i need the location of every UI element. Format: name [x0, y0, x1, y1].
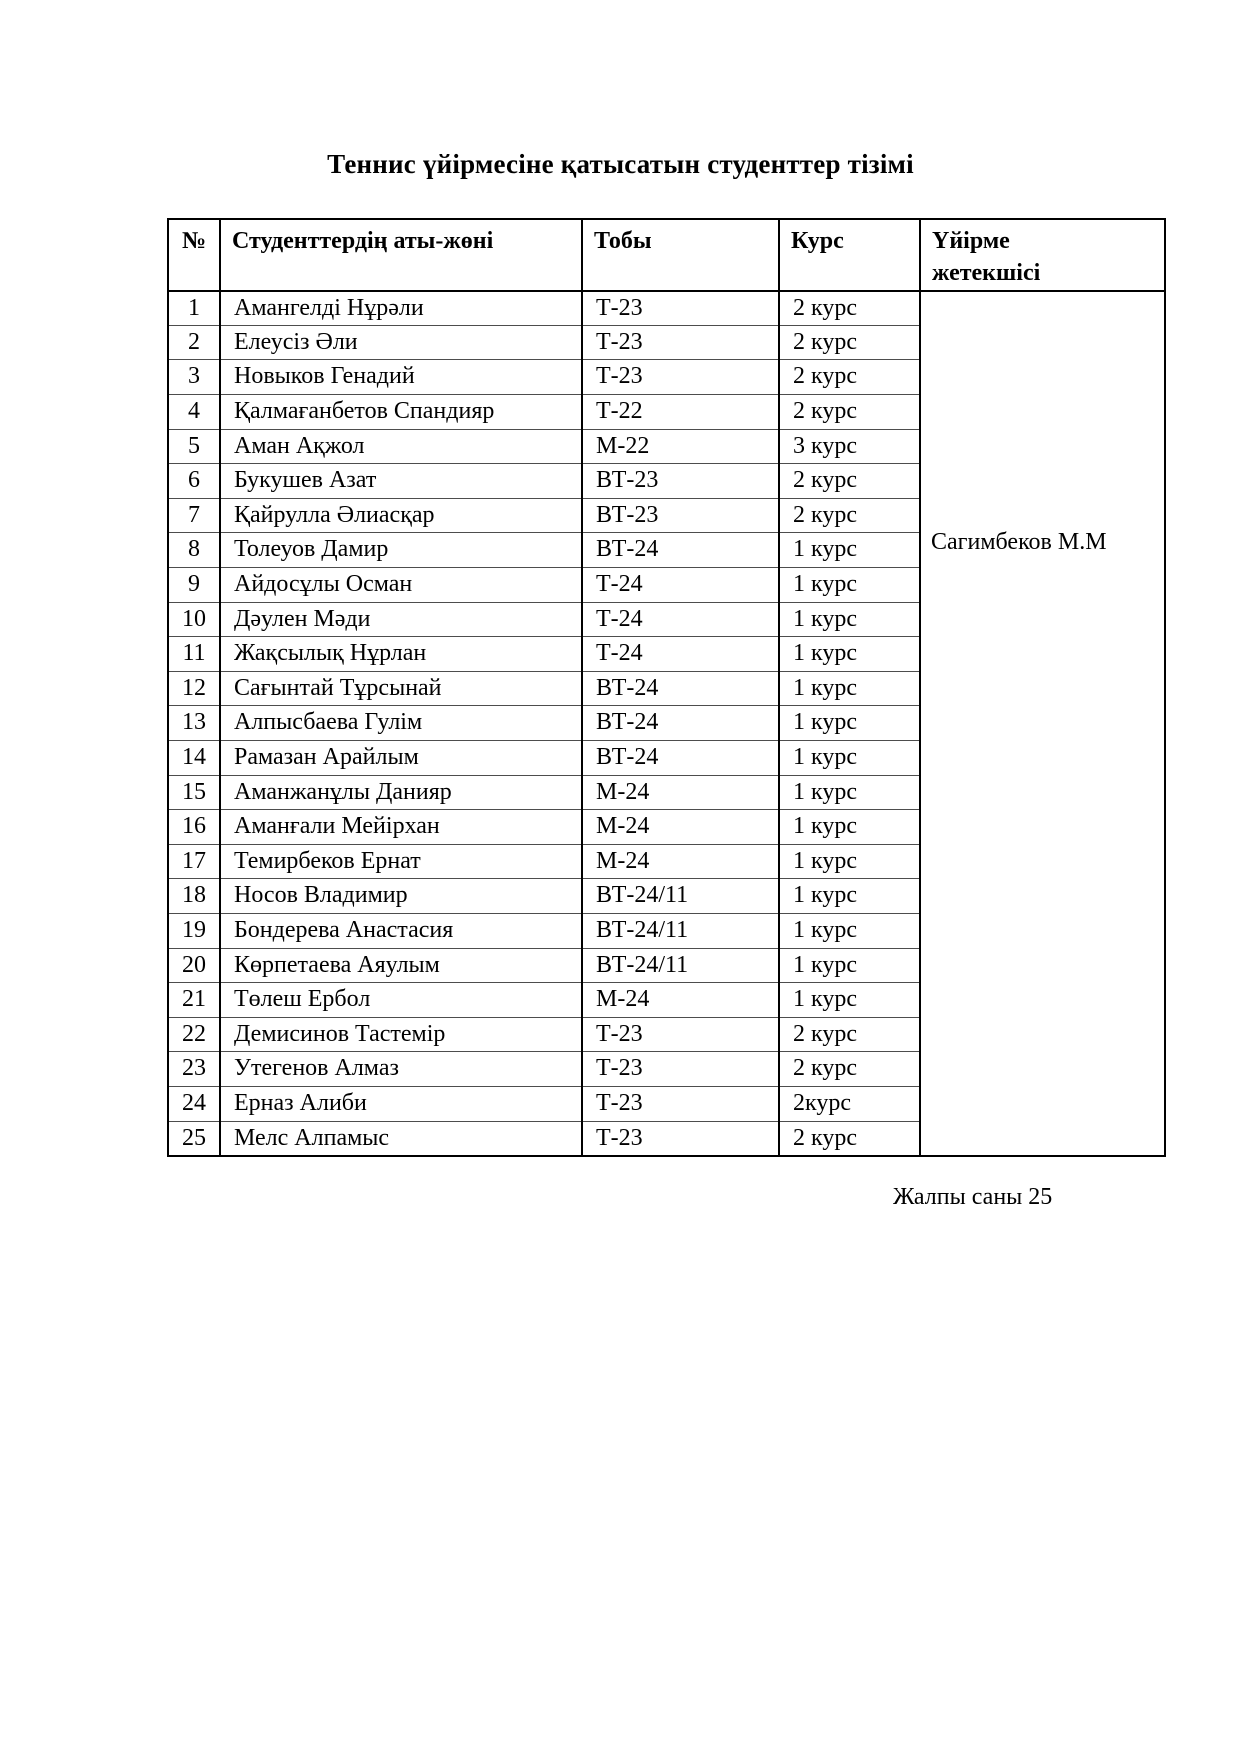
row-group-cell: ВТ-24 [582, 671, 779, 706]
row-name-cell: Дәулен Мәди [220, 602, 582, 637]
header-group: Тобы [582, 219, 779, 291]
row-num-cell: 10 [168, 602, 220, 637]
row-group-cell: ВТ-24 [582, 706, 779, 741]
header-row [168, 219, 1165, 291]
header-supervisor [920, 219, 1165, 291]
row-name-cell: Қалмағанбетов Спандияр [220, 395, 582, 430]
row-num-cell: 2 [168, 325, 220, 360]
row-name-cell: Қайрулла Әлиасқар [220, 498, 582, 533]
row-course-cell: 2 курс [779, 291, 920, 326]
row-course-cell: 1 курс [779, 810, 920, 845]
row-group-cell: ВТ-24/11 [582, 948, 779, 983]
row-group-cell: М-24 [582, 983, 779, 1018]
row-group-cell: Т-23 [582, 1121, 779, 1156]
table-body [168, 291, 1165, 1156]
row-course-cell: 2 курс [779, 498, 920, 533]
row-num-cell: 17 [168, 844, 220, 879]
row-group-cell: Т-22 [582, 395, 779, 430]
page-title: Теннис үйірмесіне қатысатын студенттер тізімі [327, 149, 914, 179]
row-num-cell: 11 [168, 637, 220, 672]
row-course-cell: 1 курс [779, 983, 920, 1018]
row-group-cell: Т-23 [582, 1086, 779, 1121]
row-name-cell: Толеуов Дамир [220, 533, 582, 568]
row-course-cell: 2 курс [779, 464, 920, 499]
row-group-cell: Т-23 [582, 291, 779, 326]
row-name-cell: Көрпетаева Аяулым [220, 948, 582, 983]
header-course: Курс [779, 219, 920, 291]
row-num-cell: 9 [168, 568, 220, 603]
row-group-cell: ВТ-24/11 [582, 879, 779, 914]
row-course-cell: 1 курс [779, 879, 920, 914]
row-course-cell: 2 курс [779, 1121, 920, 1156]
row-name-cell: Сағынтай Тұрсынай [220, 671, 582, 706]
row-group-cell: Т-23 [582, 325, 779, 360]
row-name-cell: Утегенов Алмаз [220, 1052, 582, 1087]
row-name-cell: Аман Ақжол [220, 429, 582, 464]
header-num: № [168, 219, 220, 291]
row-group-cell: Т-24 [582, 602, 779, 637]
row-group-cell: Т-23 [582, 1052, 779, 1087]
row-course-cell: 3 курс [779, 429, 920, 464]
row-name-cell: Темирбеков Ернат [220, 844, 582, 879]
row-course-cell: 1 курс [779, 741, 920, 776]
row-name-cell: Төлеш Ербол [220, 983, 582, 1018]
row-num-cell: 6 [168, 464, 220, 499]
row-num-cell: 7 [168, 498, 220, 533]
table-row [168, 291, 1165, 326]
row-name-cell: Ерназ Алиби [220, 1086, 582, 1121]
row-num-cell: 13 [168, 706, 220, 741]
row-num-cell: 22 [168, 1017, 220, 1052]
row-course-cell: 1 курс [779, 568, 920, 603]
row-group-cell: ВТ-24 [582, 741, 779, 776]
row-course-cell: 2 курс [779, 1017, 920, 1052]
row-num-cell: 20 [168, 948, 220, 983]
row-group-cell: ВТ-24 [582, 533, 779, 568]
row-group-cell: М-24 [582, 775, 779, 810]
row-num-cell: 25 [168, 1121, 220, 1156]
row-name-cell: Аманжанұлы Данияр [220, 775, 582, 810]
students-table [167, 218, 1166, 1157]
row-num-cell: 16 [168, 810, 220, 845]
row-name-cell: Айдосұлы Осман [220, 568, 582, 603]
row-num-cell: 3 [168, 360, 220, 395]
row-num-cell: 15 [168, 775, 220, 810]
row-name-cell: Носов Владимир [220, 879, 582, 914]
row-group-cell: Т-24 [582, 568, 779, 603]
row-name-cell: Жақсылық Нұрлан [220, 637, 582, 672]
row-group-cell: ВТ-23 [582, 498, 779, 533]
row-course-cell: 1 курс [779, 706, 920, 741]
row-num-cell: 1 [168, 291, 220, 326]
row-group-cell: М-24 [582, 810, 779, 845]
row-course-cell: 1 курс [779, 775, 920, 810]
row-course-cell: 2 курс [779, 1052, 920, 1087]
row-course-cell: 1 курс [779, 913, 920, 948]
row-num-cell: 4 [168, 395, 220, 430]
row-num-cell: 5 [168, 429, 220, 464]
row-num-cell: 18 [168, 879, 220, 914]
header-supervisor-label: Үйірме жетекшісі [932, 228, 1041, 287]
row-group-cell: ВТ-24/11 [582, 913, 779, 948]
row-course-cell: 1 курс [779, 533, 920, 568]
row-name-cell: Аманғали Мейірхан [220, 810, 582, 845]
row-course-cell: 1 курс [779, 948, 920, 983]
row-num-cell: 21 [168, 983, 220, 1018]
row-course-cell: 2 курс [779, 325, 920, 360]
row-num-cell: 24 [168, 1086, 220, 1121]
row-name-cell: Новыков Генадий [220, 360, 582, 395]
row-name-cell: Алпысбаева Гулім [220, 706, 582, 741]
row-name-cell: Бондерева Анастасия [220, 913, 582, 948]
row-course-cell: 2курс [779, 1086, 920, 1121]
row-num-cell: 12 [168, 671, 220, 706]
row-name-cell: Рамазан Арайлым [220, 741, 582, 776]
row-group-cell: ВТ-23 [582, 464, 779, 499]
row-name-cell: Амангелді Нұрәли [220, 291, 582, 326]
row-course-cell: 1 курс [779, 637, 920, 672]
row-group-cell: М-22 [582, 429, 779, 464]
row-num-cell: 19 [168, 913, 220, 948]
row-name-cell: Елеусіз Әли [220, 325, 582, 360]
row-course-cell: 2 курс [779, 395, 920, 430]
row-num-cell: 8 [168, 533, 220, 568]
table-header [168, 219, 1165, 291]
row-num-cell: 14 [168, 741, 220, 776]
row-name-cell: Букушев Азат [220, 464, 582, 499]
row-course-cell: 1 курс [779, 844, 920, 879]
row-course-cell: 1 курс [779, 671, 920, 706]
row-course-cell: 1 курс [779, 602, 920, 637]
row-name-cell: Демисинов Тастемір [220, 1017, 582, 1052]
row-num-cell: 23 [168, 1052, 220, 1087]
row-group-cell: Т-23 [582, 1017, 779, 1052]
row-course-cell: 2 курс [779, 360, 920, 395]
row-name-cell: Мелс Алпамыс [220, 1121, 582, 1156]
total-count: Жалпы саны 25 [893, 1184, 1053, 1210]
row-group-cell: М-24 [582, 844, 779, 879]
row-group-cell: Т-24 [582, 637, 779, 672]
header-name: Студенттердің аты-жөні [220, 219, 582, 291]
row-group-cell: Т-23 [582, 360, 779, 395]
supervisor-cell: Сагимбеков М.М [920, 291, 1165, 1156]
